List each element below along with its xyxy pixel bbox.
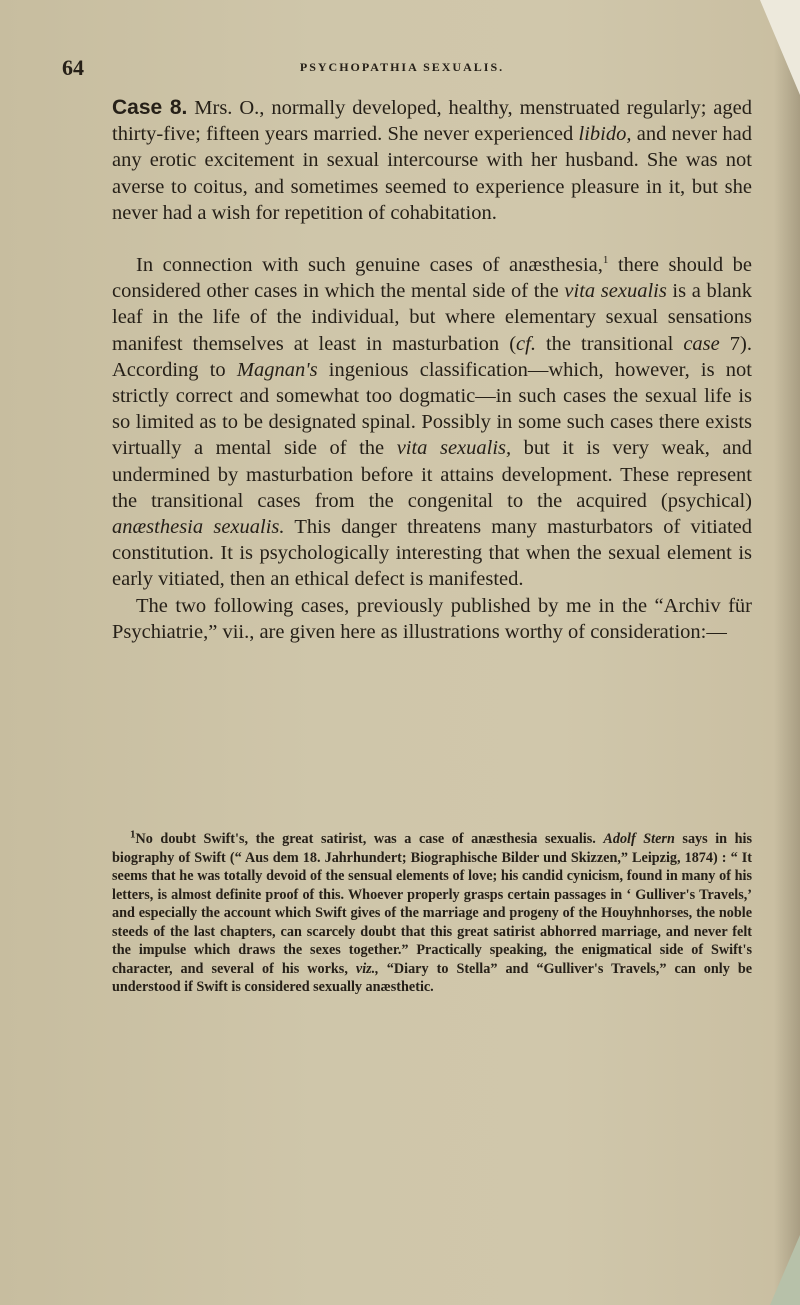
footnote-italic-2: viz., (355, 960, 379, 977)
footnote-text-3: “Diary to Stella” and “Gulliver's Travels,” can only be understood if Swift is considered sexually anæsthetic. (112, 960, 753, 996)
footnote (112, 830, 752, 997)
case-8-text-1: Mrs. O., normally developed, healthy, menstruated regularly; aged thirty-five; fifteen years married. She never experienced (112, 97, 753, 146)
para2-italic-4: Magnan's (236, 358, 318, 381)
para2-text-6: ingenious classification—which, however, is not strictly correct and somewhat too dogmatic—in such cases the sexual life is so limited as to be designated spinal. Possibly in some such cases there exists virtually a mental side of the (112, 358, 752, 460)
case-label: Case 8. (112, 96, 188, 119)
paragraph-gap (112, 226, 752, 252)
case-8-italic-libido: libido, (578, 123, 632, 146)
para2-text-1: In connection with such genuine cases of anæsthesia, (136, 254, 603, 277)
page-number: 64 (62, 55, 84, 80)
para2-italic-6: anæsthesia sexualis. (112, 516, 285, 539)
para2-italic-2: cf. (516, 332, 536, 355)
page-corner-top-right (760, 0, 800, 95)
case-8-text-2: and never had any erotic excitement in sexual intercourse with her husband. She was not averse to coitus, and sometimes seemed to experience pleasure in it, but she never had a wish for repetition of cohabitation. (112, 123, 752, 224)
para2-text-3: is a blank leaf in the life of the individual, but where elementary sexual sensations manifest themselves at least in masturbation ( (112, 280, 752, 355)
para2-italic-3: case (683, 332, 720, 355)
running-head: PSYCHOPATHIA SEXUALIS. (299, 60, 505, 74)
para2-text-2: there should be considered other cases in which the mental side of the (112, 254, 753, 303)
footnote-text-2: says in his biography of Swift (“ Aus dem 18. Jahrhundert; Biographische Bilder und Skizzen,” Leipzig, 1874) : “ It seems that he was totally devoid of the sensual elements of love; his candid cynicism, found in many of his letters, is almost definite proof of this. Whoever properly grasps certain passages in ‘ Gulliver's Travels,’ and especially the account which Swift gives of the marriage and progeny of the Houyhnhorses, the noble steeds of the last chapters, can scarcely doubt that this great satirist abhorred marriage, and never felt the impulse which draws the sexes together.” Practically speaking, the enigmatical side of Swift's character, and several of his works, (112, 831, 753, 977)
para2-text-8: This danger threatens many masturbators of vitiated constitution. It is psychologically interesting that when the sexual element is early vitiated, then an ethical defect is manifested. (112, 516, 752, 591)
para2-italic-1: vita sexualis (564, 280, 667, 303)
following-cases-paragraph: The two following cases, previously published by me in the “Archiv für Psychiatrie,” vii., are given here as illustrations worthy of consideration:— (112, 594, 752, 643)
page-header (62, 55, 742, 85)
body-text (112, 95, 752, 645)
para2-text-7: but it is very weak, and undermined by masturbation before it attains development. These represent the transitional cases from the congenital to the acquired (psychical) (112, 437, 752, 512)
case-8-paragraph (112, 95, 752, 226)
footnote-mark: 1 (130, 828, 136, 841)
para2-text-5: 7). According to (112, 332, 752, 381)
footnote-reference: 1 (602, 254, 609, 267)
footnote-text-1: No doubt Swift's, the great satirist, was a case of anæsthesia sexualis. (135, 831, 604, 848)
para2-italic-5: vita sexualis, (396, 437, 512, 460)
page-corner-bottom-right (770, 1235, 800, 1305)
page-edge-shadow (774, 0, 800, 1305)
footnote-italic-1: Adolf Stern (603, 831, 675, 848)
para2-text-4: the transitional (535, 332, 684, 355)
anaesthesia-paragraph (112, 252, 752, 593)
